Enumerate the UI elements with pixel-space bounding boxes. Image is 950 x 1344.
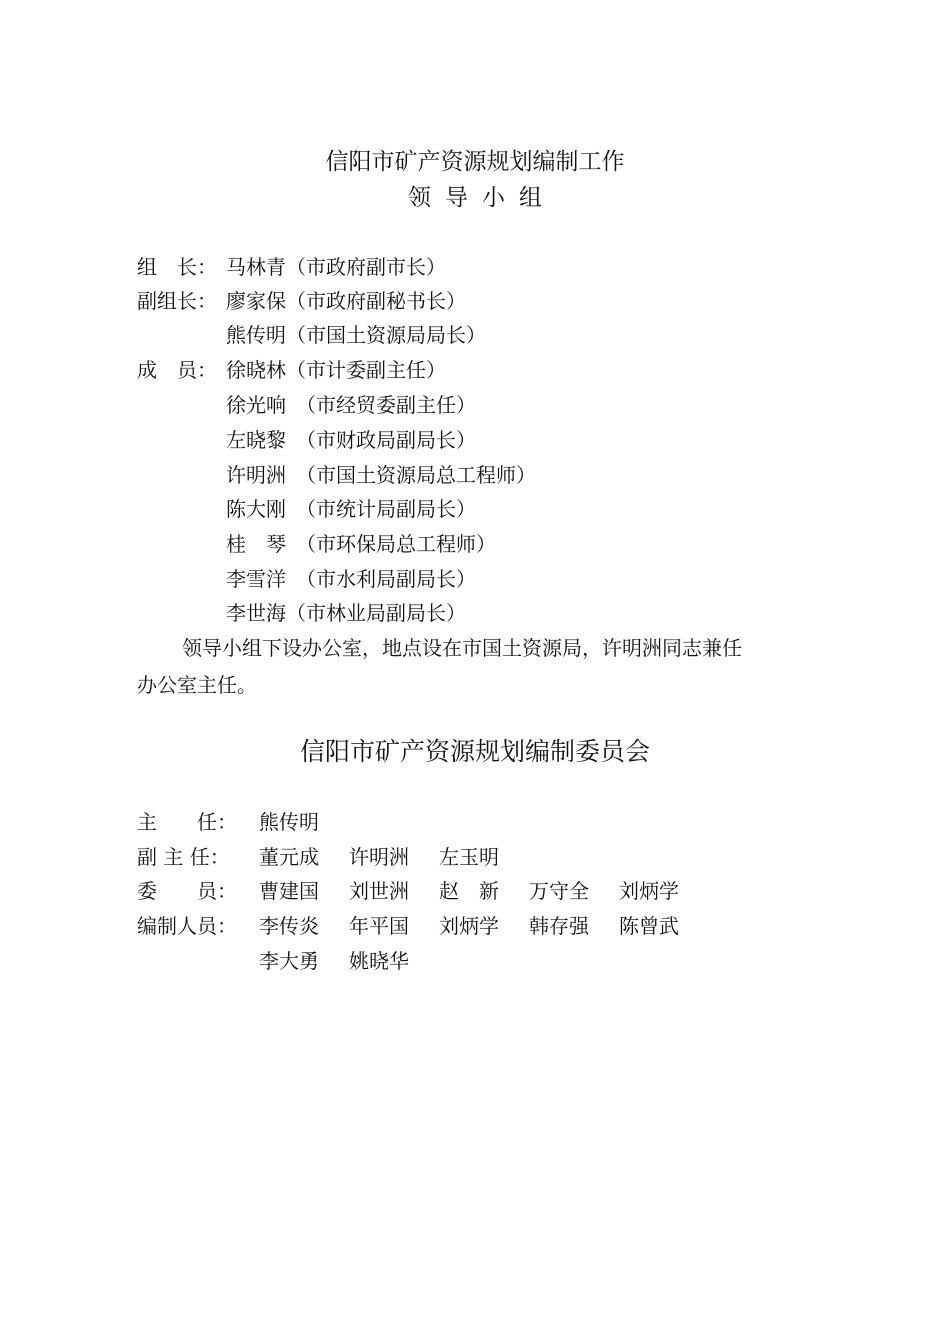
group-title-line2: 领导小组: [408, 185, 556, 211]
deputy-label: 副组长：: [137, 289, 217, 313]
person-name: 曹建国: [259, 879, 319, 903]
deputy-entry: 廖家保（市政府副秘书长）: [226, 289, 466, 313]
committee-member-names: [259, 879, 709, 903]
member-entry: 徐晓林（市计委副主任）: [226, 358, 446, 382]
committee-title: 信阳市矿产资源规划编制委员会: [299, 737, 650, 766]
members-label: 成 员：: [137, 358, 217, 382]
leader-entry: 马林青（市政府副市长）: [226, 255, 446, 279]
person-name: 韩存强: [529, 914, 589, 938]
person-name: 刘炳学: [439, 914, 499, 938]
leader-label: 组 长：: [137, 255, 217, 279]
member-entry: 李世海（市林业局副局长）: [226, 601, 466, 625]
deputy-entry: 熊传明（市国土资源局局长）: [226, 323, 486, 347]
person-name: 刘炳学: [619, 879, 679, 903]
vice-director-label: 副 主 任：: [137, 845, 230, 869]
director-label: 主 任：: [137, 810, 237, 834]
vice-director-names: [259, 845, 529, 869]
person-name: 年平国: [349, 914, 409, 938]
member-entry: 陈大刚 （市统计局副局长）: [226, 497, 476, 521]
director-names: [259, 810, 349, 834]
person-name: 万守全: [529, 879, 589, 903]
office-note-line1: 领导小组下设办公室，地点设在市国土资源局，许明洲同志兼任: [182, 636, 742, 660]
committee-members-label: 委 员：: [137, 879, 237, 903]
office-note-line2: 办公室主任。: [137, 673, 257, 697]
person-name: 李大勇: [259, 949, 319, 973]
person-name: 熊传明: [259, 810, 319, 834]
group-title-line1: 信阳市矿产资源规划编制工作: [325, 149, 625, 175]
person-name: 左玉明: [439, 845, 499, 869]
person-name: 赵 新: [439, 879, 499, 903]
person-name: 董元成: [259, 845, 319, 869]
member-entry: 左晓黎 （市财政局副局长）: [226, 428, 476, 452]
member-entry: 李雪洋 （市水利局副局长）: [226, 567, 476, 591]
member-entry: 许明洲 （市国土资源局总工程师）: [226, 463, 536, 487]
staff-names-row1: [259, 914, 709, 938]
person-name: 李传炎: [259, 914, 319, 938]
person-name: 姚晓华: [349, 949, 409, 973]
staff-names-row2: [259, 949, 439, 973]
member-entry: 桂 琴 （市环保局总工程师）: [226, 532, 496, 556]
person-name: 许明洲: [349, 845, 409, 869]
person-name: 刘世洲: [349, 879, 409, 903]
member-entry: 徐光响 （市经贸委副主任）: [226, 393, 476, 417]
staff-label: 编制人员：: [137, 914, 237, 938]
person-name: 陈曾武: [619, 914, 679, 938]
